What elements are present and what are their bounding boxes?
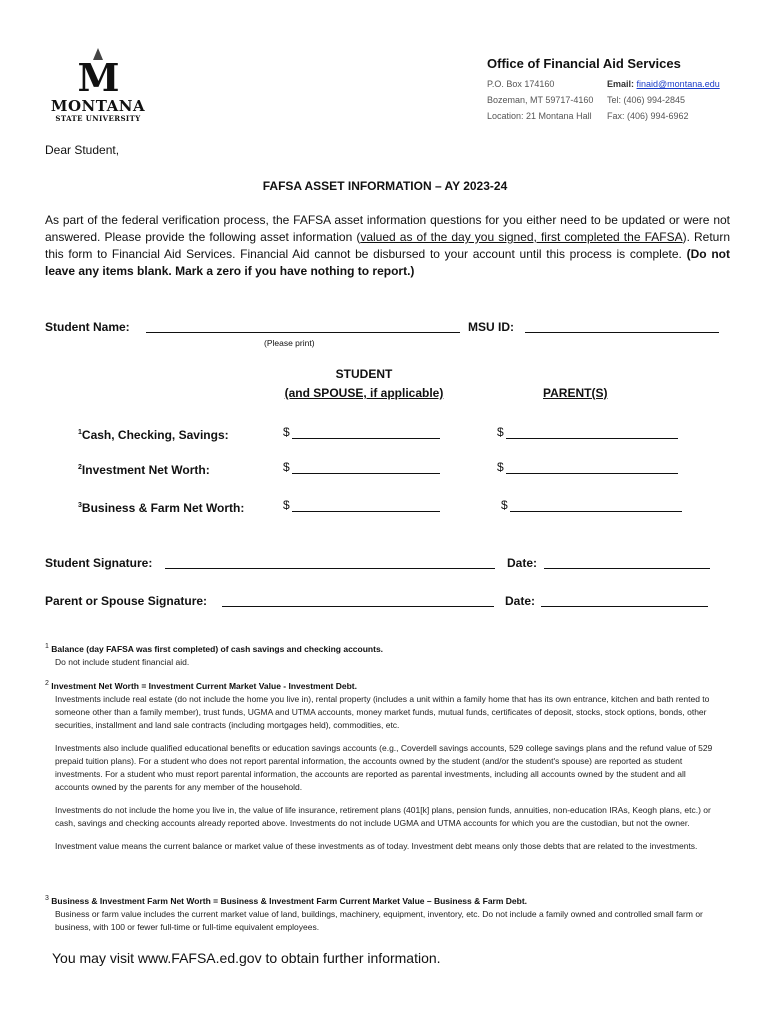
student-signature-label: Student Signature: <box>45 556 153 570</box>
col-student-header: STUDENT <box>335 367 393 381</box>
msu-id-field[interactable] <box>525 318 719 333</box>
dollar-sign: $ <box>283 498 290 512</box>
student-date-label: Date: <box>507 556 538 570</box>
msu-id-label: MSU ID: <box>468 320 514 334</box>
row-investment-label: $^2$Investment Net Worth: <box>78 463 210 477</box>
closing-note: You may visit www.FAFSA.ed.gov to obtain further information. <box>52 950 441 966</box>
intro-paragraph: As part of the federal verification process, the FAFSA asset information questions for you either need to be updated or were not answered. Please provide the following asset information (valued as of the day you signed, first completed the FAFSA). Return this form to Financial Aid Services. Financial Aid cannot be disbursed to your account until this process is complete. (Do not leave any items blank. Mark a zero if you have nothing to report.) <box>45 213 730 278</box>
city: Bozeman, MT 59717-4160 <box>487 95 594 105</box>
email-label: Email: <box>607 79 635 89</box>
dollar-sign: $ <box>497 460 504 474</box>
location: Location: 21 Montana Hall <box>487 111 592 121</box>
parent-signature-field[interactable] <box>222 592 494 607</box>
po-box: P.O. Box 174160 <box>487 79 555 89</box>
dollar-sign: $ <box>501 498 508 512</box>
student-investment-field[interactable] <box>292 459 440 474</box>
footnote-1: $^1$ Balance (day FAFSA was first completed) of cash savings and checking accounts. Do not include student financial aid. <box>45 643 384 667</box>
email-link[interactable]: finaid@montana.edu <box>636 79 720 89</box>
parent-date-label: Date: <box>505 594 536 608</box>
student-name-field[interactable] <box>146 318 460 333</box>
dollar-sign: $ <box>283 425 290 439</box>
student-date-field[interactable] <box>544 554 710 569</box>
student-cash-field[interactable] <box>292 424 440 439</box>
footnote-3: $^3$ Business & Investment Farm Net Worth = Business & Investment Farm Current Market Value – Business & Farm Debt. Business or farm value includes the current market value of land, buildings, machinery, equipment, inventory, etc. Do not include a family owned and controlled small farm or business, with 100 or fewer full-time or full-time equivalent employees. <box>45 895 703 932</box>
student-name-label: Student Name: <box>45 320 130 334</box>
page-title: FAFSA ASSET INFORMATION – AY 2023-24 <box>262 179 508 193</box>
office-info <box>487 56 737 124</box>
please-print-note: (Please print) <box>264 338 315 348</box>
col-parent-header: PARENT(S) <box>543 386 608 400</box>
parent-investment-field[interactable] <box>506 459 678 474</box>
row-business-label: $^3$Business & Farm Net Worth: <box>78 501 245 515</box>
student-business-field[interactable] <box>292 497 440 512</box>
parent-signature-label: Parent or Spouse Signature: <box>45 594 208 608</box>
tel: Tel: (406) 994-2845 <box>607 95 686 105</box>
dollar-sign: $ <box>497 425 504 439</box>
footnote-2: $^2$ Investment Net Worth = Investment Current Market Value - Investment Debt. Investments include real estate (do not include the home you live in), rental property (includes a unit within a family home that has its own entrance, kitchen and bath rented to someone other than a family member), trust funds, UGMA and UTMA accounts, money market funds, mutual funds, certificates of deposit, stocks, stock options, bonds, other securities, installment and land sale contracts (including mortgages held), commodities, etc. Investments also include qualified educational benefits or education savings accounts (e.g., Coverdell savings accounts, 529 college savings plans and the refund value of 529 prepaid tuition plans). For a student who does not report parental information, the accounts owned by the student (and/or the student's spouse) are reported as student investments. For a student who must report parental information, the accounts are reported as parental investments, including all accounts owned by the student and all accounts owned by the parents for any member of the household. Investments do not include the home you live in, the value of life insurance, retirement plans (401[k] plans, pension funds, annuities, non-education IRAs, Keogh plans, etc.) or cash, savings and checking accounts already reported above. Investments do not include UGMA and UTMA accounts for which you are the custodian, but not the owner. Investment value means the current balance or market value of these investments as of today. Investment debt means only those debts that are related to the investments. <box>45 680 713 851</box>
logo-sub: STATE UNIVERSITY <box>55 114 141 123</box>
logo-name: MONTANA <box>50 97 146 115</box>
greeting: Dear Student, <box>45 143 120 157</box>
logo-letter: M <box>77 55 119 100</box>
parent-date-field[interactable] <box>541 592 708 607</box>
fax: Fax: (406) 994-6962 <box>607 111 689 121</box>
row-cash-label: $^1$Cash, Checking, Savings: <box>78 428 229 442</box>
col-student-subheader: (and SPOUSE, if applicable) <box>284 386 444 400</box>
office-title: Office of Financial Aid Services <box>487 56 681 71</box>
student-signature-field[interactable] <box>165 554 495 569</box>
parent-cash-field[interactable] <box>506 424 678 439</box>
parent-business-field[interactable] <box>510 497 682 512</box>
dollar-sign: $ <box>283 460 290 474</box>
msu-logo <box>48 48 148 123</box>
